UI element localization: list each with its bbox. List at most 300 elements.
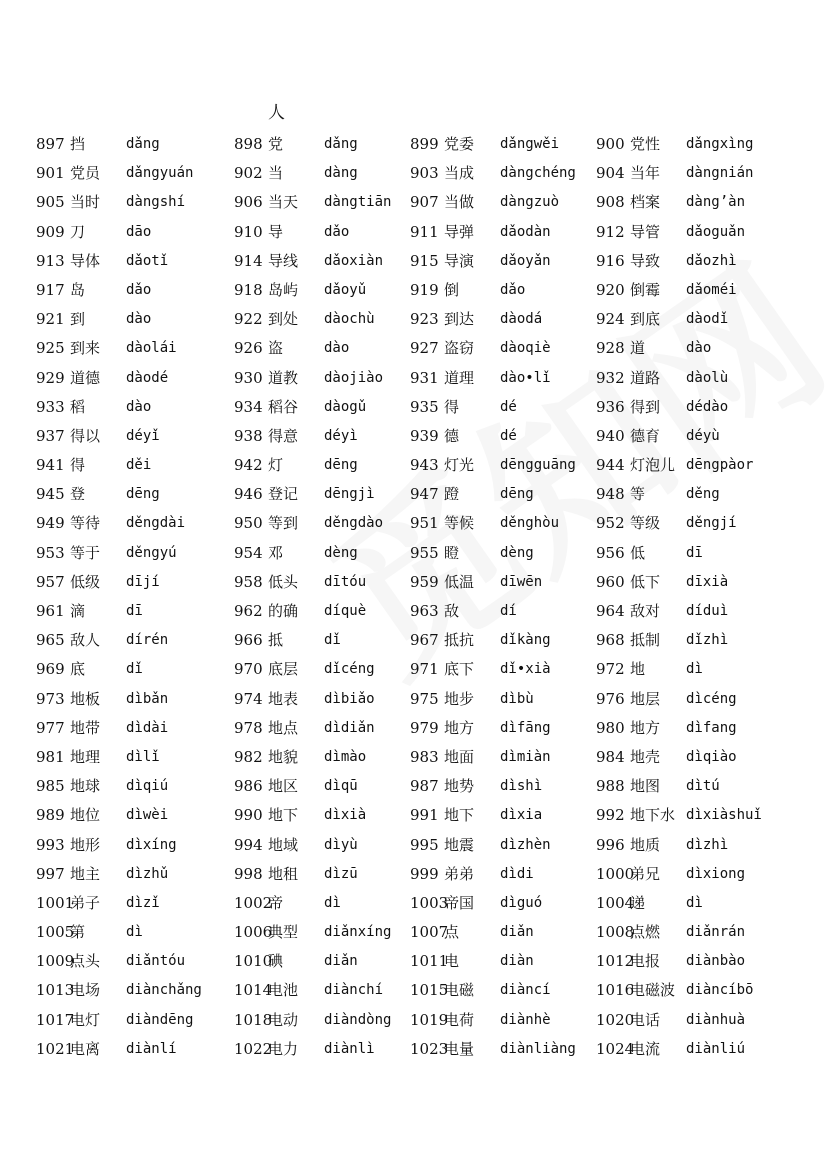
entry-number: 904 — [596, 164, 625, 183]
entry-word: 电报 — [630, 952, 661, 971]
entry-number: 978 — [234, 718, 263, 737]
entry-pinyin: diànhuà — [686, 1011, 746, 1028]
entry-pinyin: dìdiǎn — [324, 719, 375, 736]
entry-word: 地形 — [70, 835, 101, 854]
entry-pinyin: diàn — [500, 953, 534, 970]
entry-word: 等 — [630, 485, 646, 504]
entry-number: 933 — [36, 397, 65, 416]
table-row — [36, 597, 826, 626]
entry-word: 等待 — [70, 514, 101, 533]
entry-pinyin: déyǐ — [126, 427, 160, 444]
entry-pinyin: dītóu — [324, 573, 367, 590]
entry-word: 等于 — [70, 543, 101, 562]
entry-number: 927 — [410, 339, 439, 358]
entry-number: 965 — [36, 631, 65, 650]
entry-word: 当天 — [268, 193, 299, 212]
entry-pinyin: dǎngwěi — [500, 136, 560, 152]
entry-word: 稻 — [70, 397, 86, 416]
entry-word: 岛 — [70, 280, 86, 299]
table-row — [36, 218, 826, 247]
entry-number: 909 — [36, 222, 65, 241]
entry-number: 942 — [234, 456, 263, 475]
entry-word: 低 — [630, 543, 646, 562]
entry-word: 道路 — [630, 368, 661, 387]
entry-word: 盗窃 — [444, 339, 475, 358]
entry-pinyin: dìqiú — [126, 778, 169, 795]
entry-pinyin: dījí — [126, 573, 160, 590]
table-row — [36, 305, 826, 334]
entry-number: 1008 — [596, 923, 635, 942]
entry-word: 等级 — [630, 514, 661, 533]
table-row — [36, 743, 826, 772]
table-row — [36, 801, 826, 830]
entry-number: 899 — [410, 135, 439, 153]
entry-number: 916 — [596, 251, 625, 270]
entry-pinyin: dǎotǐ — [126, 252, 169, 269]
entry-pinyin: diànliàng — [500, 1040, 576, 1057]
entry-word: 递 — [630, 893, 646, 912]
entry-pinyin: dìfāng — [500, 719, 551, 736]
table-row — [36, 247, 826, 276]
entry-word: 地方 — [630, 718, 661, 737]
entry-pinyin: dīxià — [686, 573, 729, 590]
entry-pinyin: dǐ•xià — [500, 661, 551, 678]
entry-number: 901 — [36, 164, 65, 183]
entry-word: 点 — [444, 923, 460, 942]
table-row — [36, 393, 826, 422]
entry-word: 倒霉 — [630, 280, 661, 299]
entry-pinyin: diàncíbō — [686, 982, 754, 999]
entry-number: 970 — [234, 660, 263, 679]
entry-word: 德 — [444, 426, 460, 445]
entry-number: 983 — [410, 747, 439, 766]
entry-number: 990 — [234, 806, 263, 825]
entry-word: 地貌 — [268, 747, 299, 766]
entry-pinyin: dào•lǐ — [500, 369, 551, 386]
table-row — [36, 714, 826, 743]
entry-number: 898 — [234, 135, 263, 153]
entry-number: 948 — [596, 485, 625, 504]
entry-number: 922 — [234, 310, 263, 329]
entry-pinyin: dèng — [324, 544, 358, 561]
entry-number: 1010 — [234, 952, 273, 971]
entry-word: 导弹 — [444, 222, 475, 241]
table-row — [36, 1035, 826, 1064]
entry-word: 电量 — [444, 1039, 475, 1058]
entry-pinyin: dǐ — [126, 661, 143, 678]
entry-number: 995 — [410, 835, 439, 854]
entry-number: 908 — [596, 193, 625, 212]
table-row — [36, 918, 826, 947]
entry-word: 挡 — [70, 135, 86, 153]
entry-word: 稻谷 — [268, 397, 299, 416]
table-row — [36, 889, 826, 918]
entry-word: 电灯 — [70, 1010, 101, 1029]
entry-word: 导体 — [70, 251, 101, 270]
entry-number: 920 — [596, 280, 625, 299]
entry-word: 低下 — [630, 572, 661, 591]
entry-word: 的确 — [268, 602, 299, 620]
entry-pinyin: dìxiong — [686, 865, 746, 882]
entry-pinyin: dǐcéng — [324, 661, 375, 678]
entry-word: 蹬 — [444, 485, 460, 504]
entry-pinyin: díduì — [686, 603, 729, 619]
entry-number: 1007 — [410, 923, 449, 942]
table-row — [36, 568, 826, 597]
entry-pinyin: dàodé — [126, 369, 169, 386]
entry-pinyin: dào — [324, 340, 350, 357]
entry-number: 962 — [234, 602, 263, 620]
entry-number: 967 — [410, 631, 439, 650]
entry-number: 1019 — [410, 1010, 449, 1029]
entry-number: 926 — [234, 339, 263, 358]
entry-number: 973 — [36, 689, 65, 708]
entry-pinyin: diàndòng — [324, 1011, 392, 1028]
entry-number: 1009 — [36, 952, 75, 971]
entry-word: 地位 — [70, 806, 101, 825]
entry-word: 灯 — [268, 456, 284, 475]
entry-word: 到处 — [268, 310, 299, 329]
entry-word: 地图 — [630, 777, 661, 796]
entry-pinyin: diànhè — [500, 1011, 551, 1028]
entry-pinyin: dìbǎn — [126, 690, 169, 707]
entry-pinyin: diǎnrán — [686, 924, 746, 941]
entry-number: 925 — [36, 339, 65, 358]
entry-pinyin: dǎozhì — [686, 252, 737, 269]
entry-number: 984 — [596, 747, 625, 766]
entry-number: 902 — [234, 164, 263, 183]
entry-number: 907 — [410, 193, 439, 212]
entry-word: 到达 — [444, 310, 475, 329]
entry-pinyin: diànbào — [686, 953, 746, 970]
entry-number: 958 — [234, 572, 263, 591]
entry-pinyin: dǎoxiàn — [324, 252, 384, 269]
entry-number: 996 — [596, 835, 625, 854]
entry-number: 959 — [410, 572, 439, 591]
entry-pinyin: dìzū — [324, 865, 358, 882]
entry-pinyin: dǐzhì — [686, 632, 729, 649]
table-row — [36, 976, 826, 1005]
entry-word: 敌对 — [630, 602, 661, 620]
entry-pinyin: dào — [686, 340, 712, 357]
entry-number: 941 — [36, 456, 65, 475]
entry-word: 点头 — [70, 952, 101, 971]
entry-number: 998 — [234, 864, 263, 883]
entry-number: 903 — [410, 164, 439, 183]
entry-pinyin: dìxià — [324, 807, 367, 824]
entry-number: 911 — [410, 222, 439, 241]
entry-word: 抵抗 — [444, 631, 475, 650]
entry-number: 956 — [596, 543, 625, 562]
entry-word: 地质 — [630, 835, 661, 854]
entry-pinyin: diàncí — [500, 982, 551, 999]
entry-pinyin: dī — [686, 544, 703, 561]
entry-word: 地理 — [70, 747, 101, 766]
entry-word: 电场 — [70, 981, 101, 1000]
table-row — [36, 831, 826, 860]
entry-number: 1023 — [410, 1039, 449, 1058]
entry-word: 等到 — [268, 514, 299, 533]
entry-pinyin: děngdào — [324, 515, 384, 532]
entry-word: 电流 — [630, 1039, 661, 1058]
entry-pinyin: dàolù — [686, 369, 729, 386]
entry-pinyin: dìzhèn — [500, 836, 551, 853]
entry-pinyin: dìzhì — [686, 836, 729, 853]
entry-pinyin: dìlǐ — [126, 748, 160, 765]
entry-number: 999 — [410, 864, 439, 883]
entry-pinyin: dìzǐ — [126, 894, 160, 911]
entry-number: 945 — [36, 485, 65, 504]
entry-word: 地下 — [268, 806, 299, 825]
entry-pinyin: dǎng — [324, 136, 358, 152]
table-row — [36, 451, 826, 480]
entry-word: 弟弟 — [444, 864, 475, 883]
entry-number: 944 — [596, 456, 625, 475]
entry-word: 地层 — [630, 689, 661, 708]
entry-pinyin: diànliú — [686, 1040, 746, 1057]
entry-word: 档案 — [630, 193, 661, 212]
entry-word: 帝 — [268, 893, 284, 912]
entry-pinyin: dàodǐ — [686, 311, 729, 328]
entry-word: 当做 — [444, 193, 475, 212]
entry-word: 电离 — [70, 1039, 101, 1058]
entry-word: 党 — [268, 135, 284, 153]
entry-word: 低温 — [444, 572, 475, 591]
table-row — [36, 1006, 826, 1035]
entry-number: 929 — [36, 368, 65, 387]
entry-number: 989 — [36, 806, 65, 825]
entry-pinyin: dàngchéng — [500, 165, 576, 182]
entry-number: 931 — [410, 368, 439, 387]
entry-number: 982 — [234, 747, 263, 766]
entry-number: 900 — [596, 135, 625, 153]
entry-pinyin: dǎoyǎn — [500, 252, 551, 269]
entry-number: 946 — [234, 485, 263, 504]
entry-word: 地点 — [268, 718, 299, 737]
entry-pinyin: dìbù — [500, 690, 534, 707]
entry-word: 抵 — [268, 631, 284, 650]
entry-word: 道教 — [268, 368, 299, 387]
entry-pinyin: dǎng — [126, 136, 160, 152]
entry-number: 1018 — [234, 1010, 273, 1029]
entry-pinyin: diàndēng — [126, 1011, 194, 1028]
entry-number: 968 — [596, 631, 625, 650]
entry-pinyin: dàojiào — [324, 369, 384, 386]
entry-word: 帝国 — [444, 893, 475, 912]
entry-word: 登记 — [268, 485, 299, 504]
entry-number: 997 — [36, 864, 65, 883]
entry-pinyin: dào — [126, 398, 152, 415]
entry-pinyin: dǎngxìng — [686, 136, 754, 152]
entry-word: 地主 — [70, 864, 101, 883]
entry-number: 897 — [36, 135, 65, 153]
entry-pinyin: dìwèi — [126, 807, 169, 824]
entry-pinyin: dìmào — [324, 748, 367, 765]
entry-number: 953 — [36, 543, 65, 562]
entry-word: 电磁 — [444, 981, 475, 1000]
entry-word: 地带 — [70, 718, 101, 737]
entry-word: 到来 — [70, 339, 101, 358]
table-row — [36, 130, 826, 159]
entry-number: 966 — [234, 631, 263, 650]
entry-pinyin: děnghòu — [500, 515, 560, 532]
entry-pinyin: déyì — [324, 427, 358, 444]
entry-number: 977 — [36, 718, 65, 737]
entry-number: 1000 — [596, 864, 635, 883]
entry-number: 950 — [234, 514, 263, 533]
entry-pinyin: dīwēn — [500, 573, 543, 590]
entry-word: 导线 — [268, 251, 299, 270]
entry-word: 得到 — [630, 397, 661, 416]
entry-word: 电荷 — [444, 1010, 475, 1029]
entry-pinyin: dàodá — [500, 311, 543, 328]
entry-word: 电动 — [268, 1010, 299, 1029]
entry-pinyin: dǎo — [500, 281, 526, 298]
entry-pinyin: dì — [686, 894, 703, 911]
entry-pinyin: dàochù — [324, 311, 375, 328]
entry-number: 994 — [234, 835, 263, 854]
entry-pinyin: diǎn — [324, 953, 358, 970]
entry-pinyin: dào — [126, 311, 152, 328]
page-header: 人 — [268, 103, 285, 123]
entry-pinyin: dìyù — [324, 836, 358, 853]
entry-word: 地势 — [444, 777, 475, 796]
entry-pinyin: dēngpàor — [686, 457, 754, 474]
entry-pinyin: dàogǔ — [324, 398, 367, 415]
entry-word: 地表 — [268, 689, 299, 708]
entry-pinyin: dìdi — [500, 865, 534, 882]
table-row — [36, 539, 826, 568]
table-row — [36, 685, 826, 714]
entry-number: 930 — [234, 368, 263, 387]
entry-word: 导管 — [630, 222, 661, 241]
entry-number: 988 — [596, 777, 625, 796]
entry-number: 974 — [234, 689, 263, 708]
entry-number: 937 — [36, 426, 65, 445]
entry-word: 党性 — [630, 135, 661, 153]
entry-word: 灯光 — [444, 456, 475, 475]
entry-number: 972 — [596, 660, 625, 679]
entry-number: 932 — [596, 368, 625, 387]
entry-pinyin: dǎo — [324, 223, 350, 240]
entry-number: 914 — [234, 251, 263, 270]
entry-pinyin: dàngshí — [126, 194, 186, 211]
entry-pinyin: dìqiào — [686, 748, 737, 765]
entry-number: 919 — [410, 280, 439, 299]
entry-word: 导演 — [444, 251, 475, 270]
entry-number: 949 — [36, 514, 65, 533]
entry-number: 991 — [410, 806, 439, 825]
entry-pinyin: diǎntóu — [126, 953, 186, 970]
entry-word: 电 — [444, 952, 460, 971]
entry-word: 底层 — [268, 660, 299, 679]
entry-pinyin: dàng — [324, 165, 358, 182]
entry-word: 道德 — [70, 368, 101, 387]
entry-word: 电力 — [268, 1039, 299, 1058]
entry-number: 1014 — [234, 981, 273, 1000]
entry-word: 地面 — [444, 747, 475, 766]
entry-word: 典型 — [268, 923, 299, 942]
entry-pinyin: děng — [686, 486, 720, 503]
entry-number: 951 — [410, 514, 439, 533]
entry-pinyin: dì — [324, 894, 341, 911]
entry-number: 981 — [36, 747, 65, 766]
entry-number: 915 — [410, 251, 439, 270]
entry-word: 地 — [630, 660, 646, 679]
table-row — [36, 480, 826, 509]
entry-word: 敌 — [444, 602, 460, 620]
entry-number: 1002 — [234, 893, 273, 912]
entry-word: 地震 — [444, 835, 475, 854]
entry-word: 导致 — [630, 251, 661, 270]
entry-word: 邓 — [268, 543, 284, 562]
table-row — [36, 276, 826, 305]
entry-number: 964 — [596, 602, 625, 620]
table-row — [36, 422, 826, 451]
entry-word: 底下 — [444, 660, 475, 679]
entry-word: 电话 — [630, 1010, 661, 1029]
table-row — [36, 188, 826, 217]
entry-pinyin: dī — [126, 603, 143, 619]
entry-number: 924 — [596, 310, 625, 329]
entry-word: 低级 — [70, 572, 101, 591]
entry-word: 低头 — [268, 572, 299, 591]
entry-word: 地板 — [70, 689, 101, 708]
entry-number: 917 — [36, 280, 65, 299]
entry-pinyin: dé — [500, 427, 517, 444]
entry-word: 地租 — [268, 864, 299, 883]
entry-pinyin: dǎodàn — [500, 223, 551, 240]
entry-number: 963 — [410, 602, 439, 620]
entry-pinyin: dìtú — [686, 778, 720, 795]
entry-word: 弟兄 — [630, 864, 661, 883]
entry-number: 985 — [36, 777, 65, 796]
entry-word: 到底 — [630, 310, 661, 329]
entry-word: 到 — [70, 310, 86, 329]
entry-number: 1013 — [36, 981, 75, 1000]
table-row — [36, 509, 826, 538]
entry-number: 980 — [596, 718, 625, 737]
entry-word: 当 — [268, 164, 284, 183]
table-row — [36, 364, 826, 393]
entry-number: 940 — [596, 426, 625, 445]
entry-pinyin: dìdài — [126, 719, 169, 736]
entry-word: 党员 — [70, 164, 101, 183]
entry-word: 底 — [70, 660, 86, 679]
entry-number: 1016 — [596, 981, 635, 1000]
entry-word: 第 — [70, 923, 86, 942]
entry-word: 点燃 — [630, 923, 661, 942]
entry-word: 得以 — [70, 426, 101, 445]
entry-number: 1022 — [234, 1039, 273, 1058]
entry-word: 电池 — [268, 981, 299, 1000]
entry-number: 1012 — [596, 952, 635, 971]
table-row — [36, 655, 826, 684]
entry-pinyin: dàngtiān — [324, 194, 392, 211]
entry-number: 939 — [410, 426, 439, 445]
entry-number: 986 — [234, 777, 263, 796]
entry-pinyin: dìxiàshuǐ — [686, 807, 762, 824]
entry-word: 当时 — [70, 193, 101, 212]
entry-word: 碘 — [268, 952, 284, 971]
entry-number: 1020 — [596, 1010, 635, 1029]
entry-number: 1004 — [596, 893, 635, 912]
entry-word: 得意 — [268, 426, 299, 445]
entry-number: 1006 — [234, 923, 273, 942]
entry-number: 952 — [596, 514, 625, 533]
entry-pinyin: dìzhǔ — [126, 865, 169, 882]
entry-pinyin: dé — [500, 398, 517, 415]
